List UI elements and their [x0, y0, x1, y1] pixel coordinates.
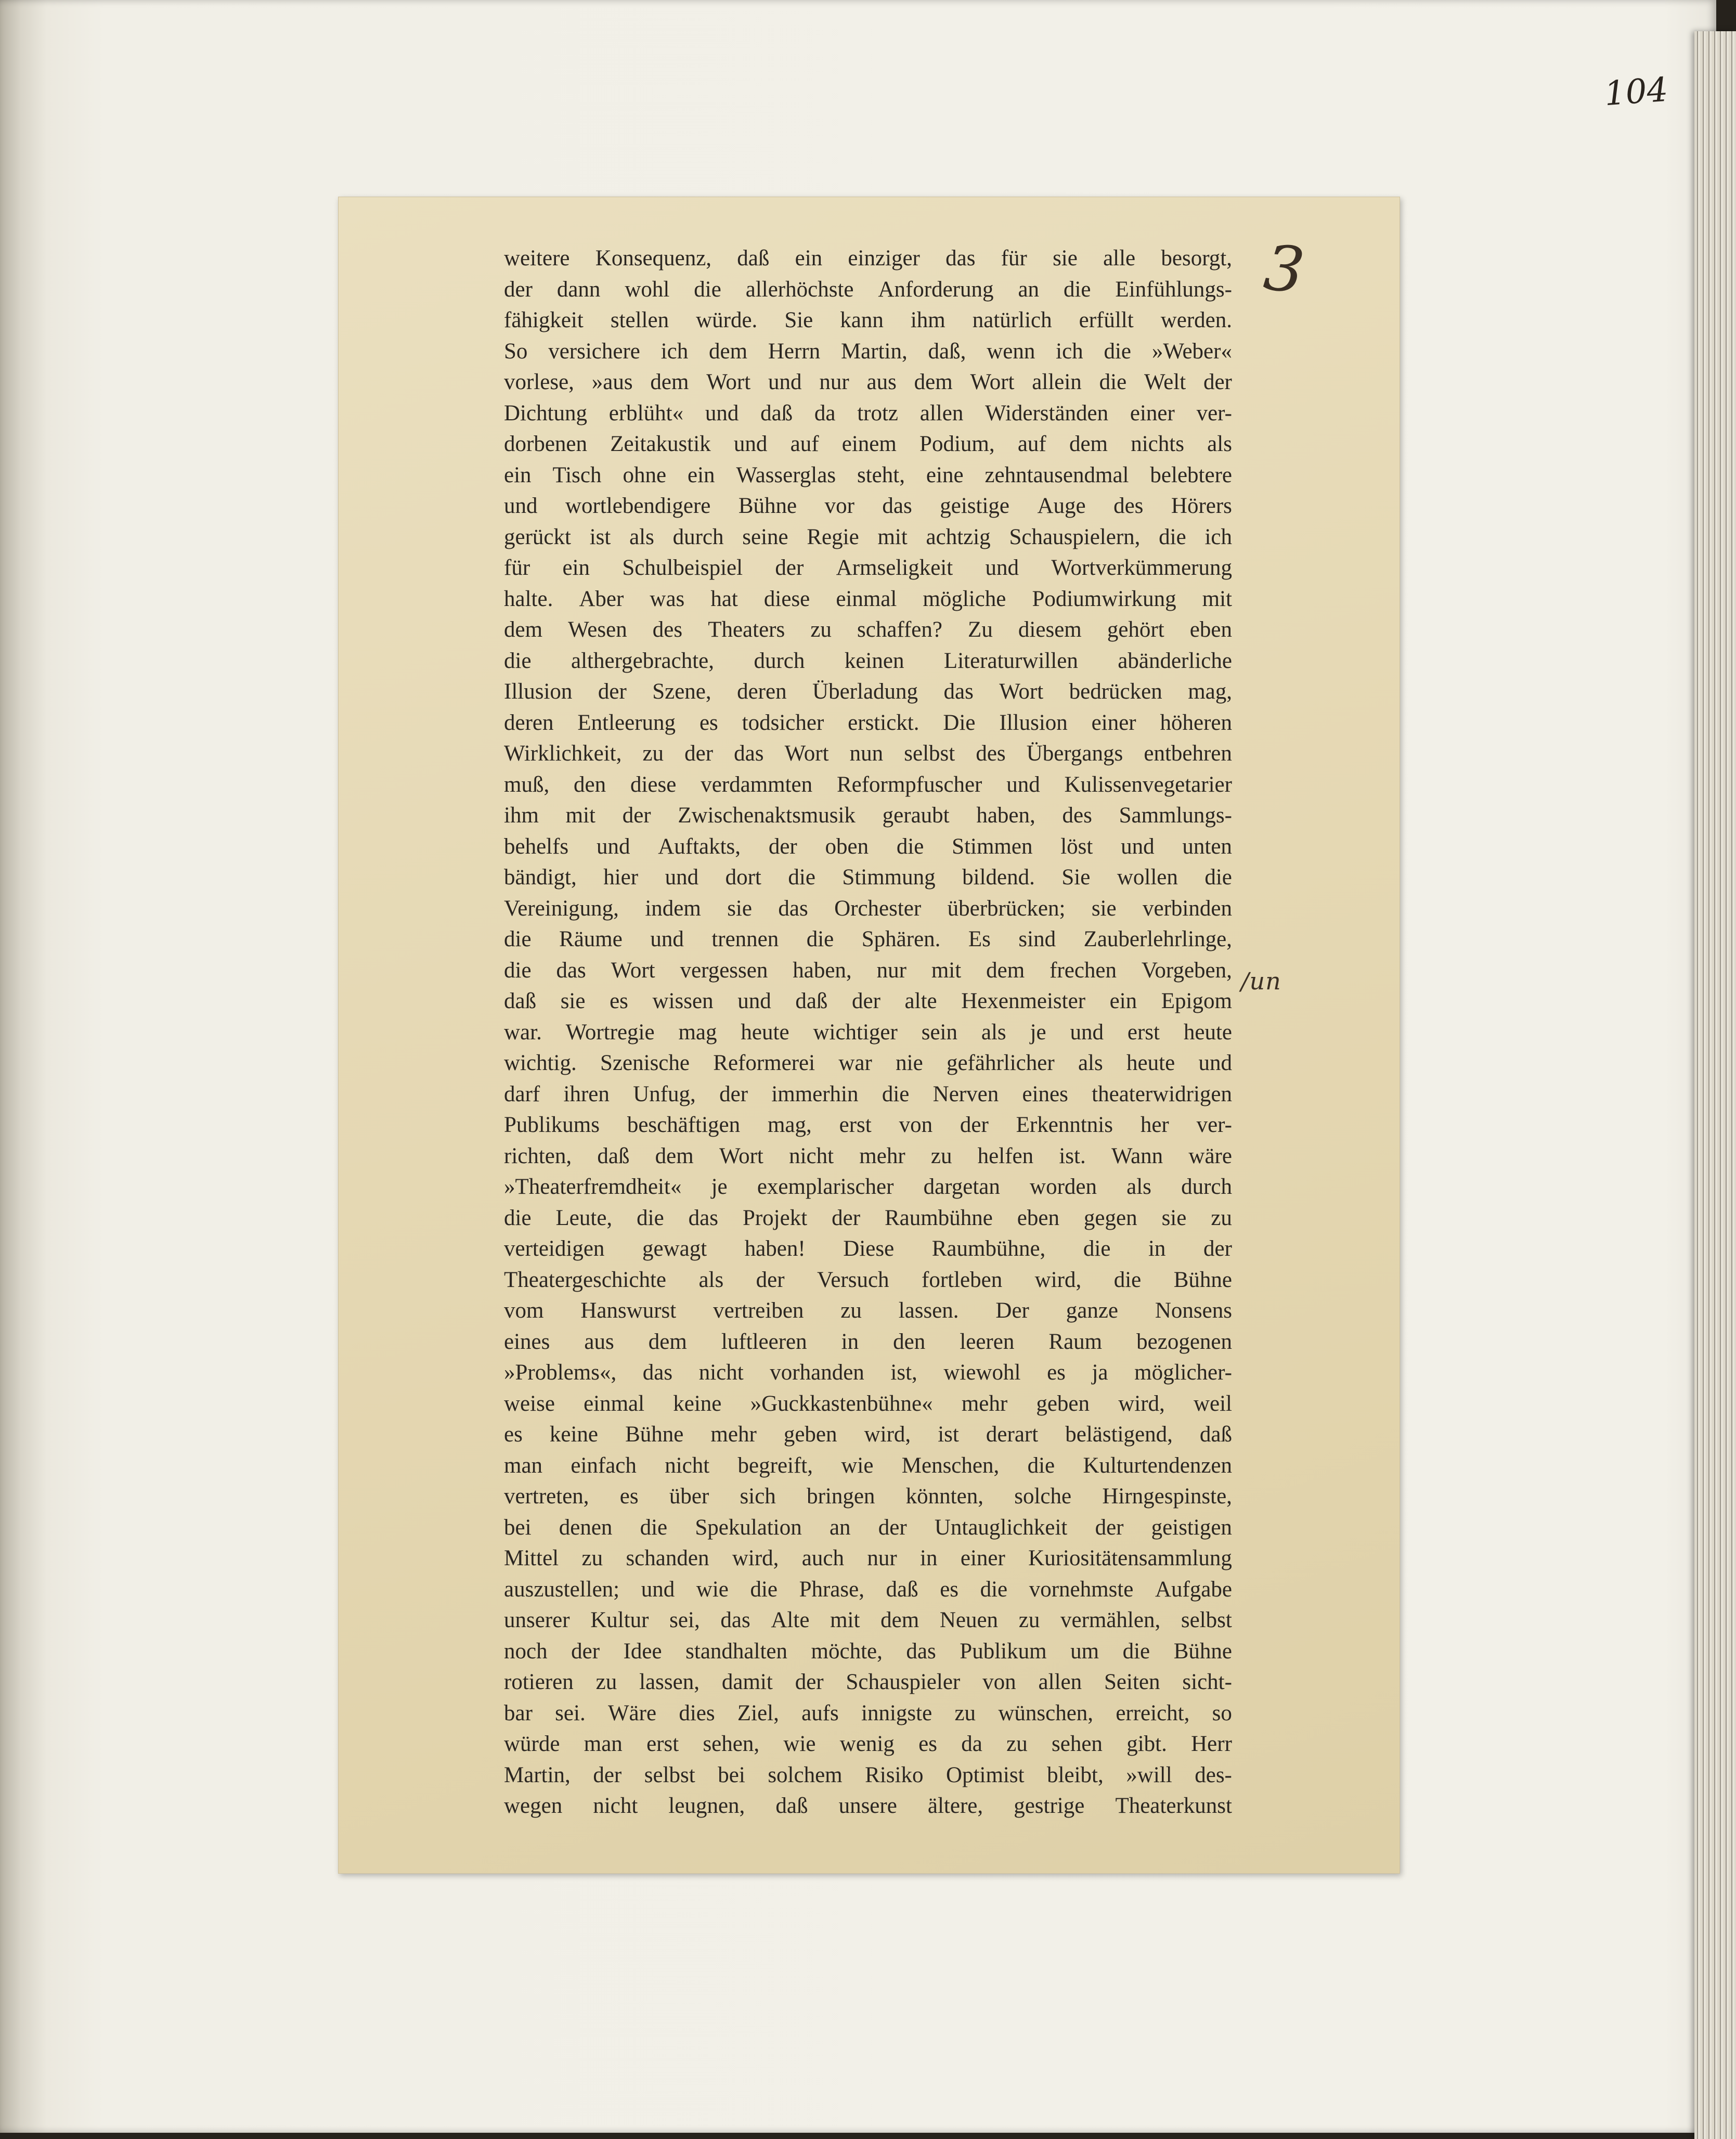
text-line: ihm mit der Zwischenaktsmusik geraubt haben, des Sammlungs- — [504, 803, 1232, 828]
text-line: gerückt ist als durch seine Regie mit achtzig Schauspielern, die ich — [504, 524, 1232, 549]
text-line: So versichere ich dem Herrn Martin, daß, wenn ich die »Weber« — [504, 339, 1232, 364]
text-line: für ein Schulbeispiel der Armseligkeit und Wortverkümmerung — [504, 556, 1232, 580]
text-line: rotieren zu lassen, damit der Schauspieler von allen Seiten sicht- — [504, 1670, 1232, 1694]
text-line: Theatergeschichte als der Versuch fortleben wird, die Bühne — [504, 1267, 1232, 1292]
text-line: bei denen die Spekulation an der Untauglichkeit der geistigen — [504, 1515, 1232, 1540]
text-line: deren Entleerung es todsicher erstickt. Die Illusion einer höheren — [504, 710, 1232, 735]
text-line: war. Wortregie mag heute wichtiger sein als je und erst heute — [504, 1020, 1232, 1045]
text-line: ein Tisch ohne ein Wasserglas steht, eine zehntausendmal belebtere — [504, 462, 1232, 487]
text-line: halte. Aber was hat diese einmal mögliche Podiumwirkung mit — [504, 586, 1232, 611]
text-line: Dichtung erblüht« und daß da trotz allen Widerständen einer ver- — [504, 401, 1232, 426]
text-line: behelfs und Auftakts, der oben die Stimmen löst und unten — [504, 834, 1232, 859]
text-line: verteidigen gewagt haben! Diese Raumbühne, die in der — [504, 1236, 1232, 1261]
text-line: bar sei. Wäre dies Ziel, aufs innigste zu wünschen, erreicht, so — [504, 1700, 1232, 1725]
text-line: eines aus dem luftleeren in den leeren Raum bezogenen — [504, 1329, 1232, 1354]
text-line: weise einmal keine »Guckkastenbühne« mehr geben wird, weil — [504, 1391, 1232, 1416]
text-line: unserer Kultur sei, das Alte mit dem Neuen zu vermählen, selbst — [504, 1608, 1232, 1632]
margin-note-top: 3 — [1260, 231, 1308, 308]
text-line: muß, den diese verdammten Reformpfuscher und Kulissenvegetarier — [504, 772, 1232, 797]
text-line: Mittel zu schanden wird, auch nur in einer Kuriositätensammlung — [504, 1546, 1232, 1570]
margin-note-side: /un — [1241, 967, 1281, 995]
text-line: darf ihren Unfug, der immerhin die Nerven eines theaterwidrigen — [504, 1081, 1232, 1106]
pasted-clipping — [338, 197, 1400, 1874]
text-line: die althergebrachte, durch keinen Literaturwillen abänderliche — [504, 648, 1232, 673]
text-line: auszustellen; und wie die Phrase, daß es die vornehmste Aufgabe — [504, 1577, 1232, 1602]
text-line: und wortlebendigere Bühne vor das geistige Auge des Hörers — [504, 494, 1232, 518]
text-line: »Theaterfremdheit« je exemplarischer dargetan worden als durch — [504, 1175, 1232, 1199]
text-line: Illusion der Szene, deren Überladung das Wort bedrücken mag, — [504, 679, 1232, 704]
text-line: wegen nicht leugnen, daß unsere ältere, gestrige Theaterkunst — [504, 1794, 1232, 1818]
text-line: richten, daß dem Wort nicht mehr zu helfen ist. Wann wäre — [504, 1143, 1232, 1168]
text-line: der dann wohl die allerhöchste Anforderung an die Einfühlungs- — [504, 277, 1232, 302]
text-line: »Problems«, das nicht vorhanden ist, wiewohl es ja möglicher- — [504, 1360, 1232, 1385]
text-line: vertreten, es über sich bringen könnten, solche Hirngespinste, — [504, 1484, 1232, 1509]
page-edges — [1694, 31, 1736, 2139]
text-line: noch der Idee standhalten möchte, das Publikum um die Bühne — [504, 1639, 1232, 1664]
text-line: vom Hanswurst vertreiben zu lassen. Der ganze Nonsens — [504, 1298, 1232, 1323]
text-line: Publikums beschäftigen mag, erst von der Erkenntnis her ver- — [504, 1113, 1232, 1137]
text-line: man einfach nicht begreift, wie Menschen, die Kulturtendenzen — [504, 1453, 1232, 1478]
text-line: die das Wort vergessen haben, nur mit dem frechen Vorgeben, — [504, 958, 1232, 983]
text-line: weitere Konsequenz, daß ein einziger das für sie alle besorgt, — [504, 246, 1232, 270]
clipping-text-block — [504, 243, 1232, 1822]
text-line: vorlese, »aus dem Wort und nur aus dem Wort allein die Welt der — [504, 370, 1232, 394]
text-line: würde man erst sehen, wie wenig es da zu sehen gibt. Herr — [504, 1732, 1232, 1756]
text-line: bändigt, hier und dort die Stimmung bildend. Sie wollen die — [504, 865, 1232, 890]
text-line: fähigkeit stellen würde. Sie kann ihm natürlich erfüllt werden. — [504, 308, 1232, 332]
text-line: Vereinigung, indem sie das Orchester überbrücken; sie verbinden — [504, 896, 1232, 921]
text-line: dorbenen Zeitakustik und auf einem Podium, auf dem nichts als — [504, 432, 1232, 456]
text-line: wichtig. Szenische Reformerei war nie gefährlicher als heute und — [504, 1051, 1232, 1075]
text-line: die Leute, die das Projekt der Raumbühne eben gegen sie zu — [504, 1205, 1232, 1230]
page-number: 104 — [1603, 70, 1669, 114]
text-line: die Räume und trennen die Sphären. Es sind Zauberlehrlinge, — [504, 927, 1232, 951]
text-line: Martin, der selbst bei solchem Risiko Optimist bleibt, »will des- — [504, 1762, 1232, 1787]
text-line: daß sie es wissen und daß der alte Hexenmeister ein Epigom — [504, 989, 1232, 1013]
text-line: dem Wesen des Theaters zu schaffen? Zu diesem gehört eben — [504, 617, 1232, 642]
text-line: es keine Bühne mehr geben wird, ist derart belästigend, daß — [504, 1422, 1232, 1447]
text-line: Wirklichkeit, zu der das Wort nun selbst des Übergangs entbehren — [504, 741, 1232, 766]
